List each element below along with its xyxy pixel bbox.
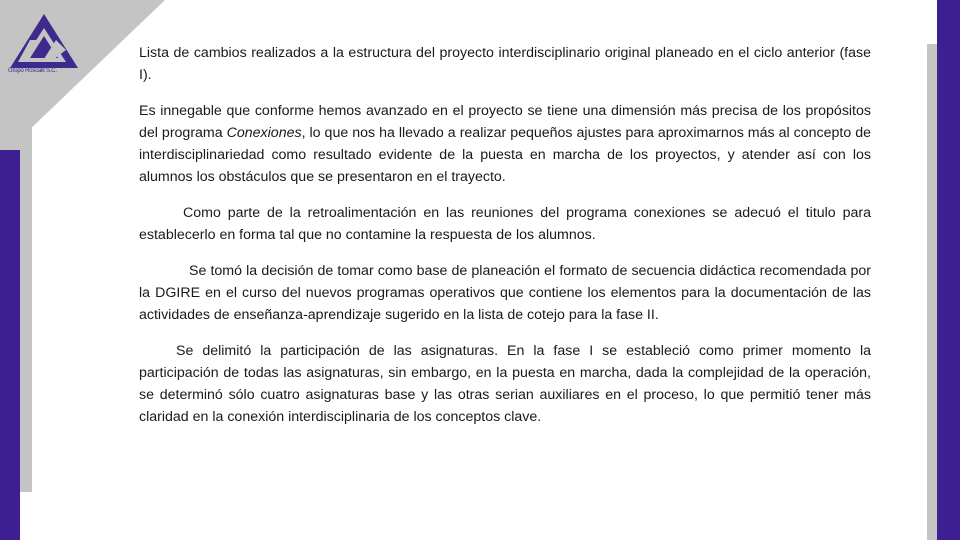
paragraph-context: [139, 100, 871, 188]
paragraph-context-part1: Es innegable que conforme hemos avanzado en el proyecto se tiene una dimensión más precisa de los propósitos del programa: [139, 103, 871, 141]
document-body: [139, 42, 871, 442]
logo-caption: Grupo Roscalli S.C.: [8, 68, 57, 74]
paragraph-intro: Lista de cambios realizados a la estructura del proyecto interdisciplinario original planeado en el ciclo anterior (fase I).: [139, 45, 871, 83]
paragraph-planning: Se tomó la decisión de tomar como base de planeación el formato de secuencia didáctica recomendada por la DGIRE en el curso del nuevos programas operativos que contiene los elementos para la documentación de las actividades de enseñanza-aprendizaje sugerido en la lista de cotejo para la fase II.: [139, 263, 871, 323]
paragraph-context-part2: , lo que nos ha llevado a realizar pequeños ajustes para aproximarnos más al concepto de interdisciplinariedad como resultado evidente de la puesta en marcha de los proyectos, y atender así con los alumnos los obstáculos que se presentaron en el trayecto.: [139, 125, 871, 185]
paragraph-subjects: Se delimitó la participación de las asignaturas. En la fase I se estableció como primer momento la participación de todas las asignaturas, sin embargo, en la puesta en marcha, dada la complejidad de la operación, se determinó sólo cuatro asignaturas base y las otras serian auxiliares en el proceso, lo que permitió tener más claridad en la conexión interdisciplinaria de los conceptos clave.: [139, 343, 871, 425]
paragraph-feedback: Como parte de la retroalimentación en las reuniones del programa conexiones se adecuó el titulo para establecerlo en forma tal que no contamine la respuesta de los alumnos.: [139, 205, 871, 243]
program-name: Conexiones: [226, 125, 302, 141]
right-purple-bar: [937, 0, 960, 540]
left-purple-bar: [0, 150, 20, 540]
